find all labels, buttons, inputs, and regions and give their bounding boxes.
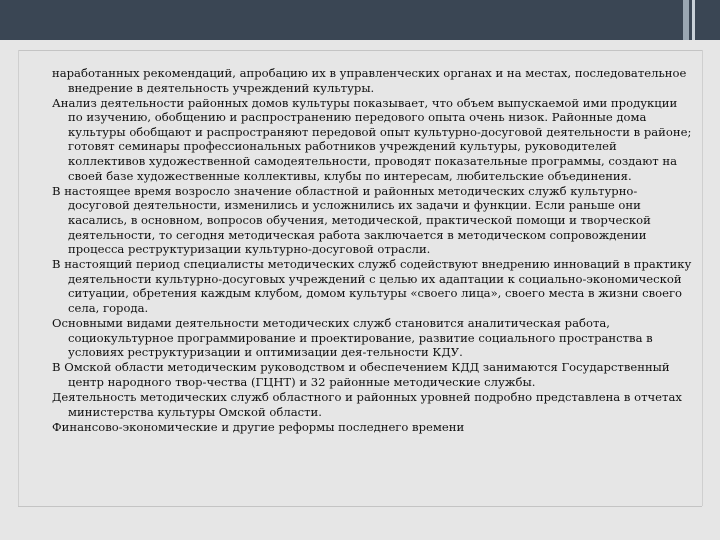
- frame-border-left: [18, 50, 19, 506]
- slide-header-band: [0, 0, 720, 40]
- frame-border-top: [18, 50, 702, 51]
- paragraph: Анализ деятельности районных домов культуры показывает, что объем выпускаемой ими продукции по изучению, обобщению и распространению передового опыта очень низок. Районные дома культуры обобщают и распространяют передовой опыт культурно-досуговой деятельности в районе; готовят семинары профессиональных работников учреждений культуры, руководителей коллективов художественной самодеятельности, проводят показательные программы, создают на своей базе художественные коллективы, клубы по интересам, любительские объединения.: [52, 95, 692, 183]
- slide-body-text: [52, 66, 692, 435]
- frame-border-bottom: [18, 506, 702, 507]
- paragraph: наработанных рекомендаций, апробацию их в управленческих органах и на местах, последовательное внедрение в деятельность учреждений культуры.: [52, 66, 687, 95]
- paragraph: В настоящий период специалисты методических служб содействуют внедрению инноваций в практику деятельности культурно-досуговых учреждений с целью их адаптации к социально-экономической ситуации, обретения каждым клубом, домом культуры «своего лица», своего места в жизни своего села, города.: [52, 257, 692, 315]
- paragraph: В Омской области методическим руководством и обеспечением КДД занимаются Государственный центр народного твор-чества (ГЦНТ) и 32 районные методические службы.: [52, 360, 670, 389]
- frame-border-right: [702, 50, 703, 506]
- paragraph: В настоящее время возросло значение областной и районных методических служб культурно-досуговой деятельности, изменились и усложнились их задачи и функции. Если раньше они касались, в основном, вопросов обучения, методической, практической помощи и творческой деятельности, то сегодня методическая работа заключается в методическом сопровождении процесса реструктуризации культурно-досуговой отрасли.: [52, 183, 651, 257]
- paragraph: Деятельность методических служб областного и районных уровней подробно представлена в отчетах министерства культуры Омской области.: [52, 390, 682, 419]
- header-accent-bar-light: [692, 0, 695, 40]
- paragraph: Основными видами деятельности методических служб становится аналитическая работа, социокультурное программирование и проектирование, развитие социального пространства в условиях реструктуризации и оптимизации дея-тельности КДУ.: [52, 316, 653, 360]
- paragraph: Финансово-экономические и другие реформы последнего времени: [52, 419, 465, 434]
- header-accent-bar: [683, 0, 689, 40]
